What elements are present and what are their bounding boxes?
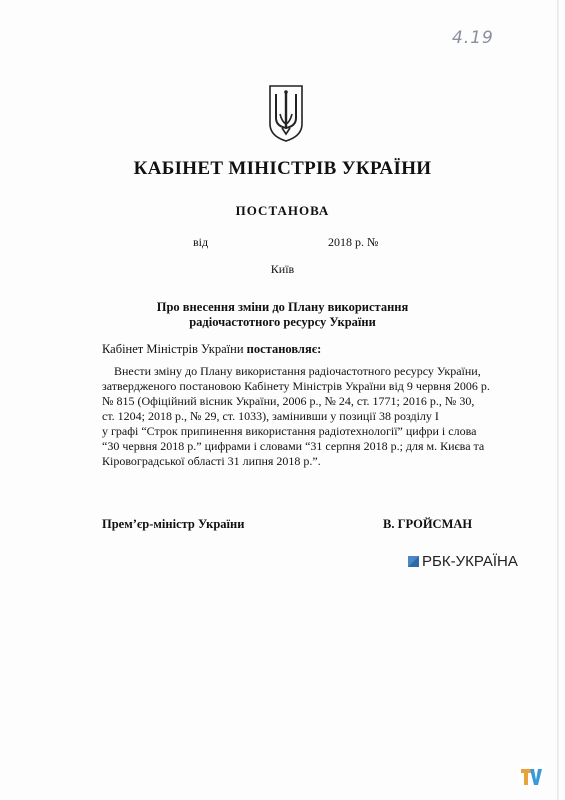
rbc-ukraine-watermark: [408, 552, 518, 570]
date-from-label: від: [193, 235, 209, 249]
rbc-logo-square-icon: [408, 556, 419, 567]
signatory-title: Прем’єр-міністр України: [102, 517, 245, 531]
handwritten-page-number: 4.19: [452, 28, 494, 48]
resolution-body: [102, 364, 490, 469]
city: Київ: [270, 262, 295, 276]
rbc-logo-text: РБК-УКРАЇНА: [422, 552, 518, 570]
document-type: ПОСТАНОВА: [235, 203, 330, 218]
preamble-text: Кабінет Міністрів України: [102, 342, 247, 356]
heading-line: радіочастотного ресурсу України: [189, 315, 376, 329]
page-edge: [557, 0, 559, 800]
body-line: у графі “Строк припинення використання радіотехнології” цифри і слова: [102, 424, 477, 438]
body-line: “30 червня 2018 р.” цифрами і словами “31 серпня 2018 р.; для м. Києва та: [102, 439, 485, 453]
tv-channel-badge-icon: [519, 764, 543, 788]
resolution-heading: [0, 300, 565, 330]
document-title: КАБІНЕТ МІНІСТРІВ УКРАЇНИ: [133, 158, 432, 179]
trident-emblem-icon: [268, 84, 304, 142]
body-line: затвердженого постановою Кабінету Міністрів України від 9 червня 2006 р.: [102, 379, 490, 393]
body-line: ст. 1204; 2018 р., № 29, ст. 1033), замінивши у позиції 38 розділу І: [102, 409, 439, 423]
preamble: [102, 342, 321, 357]
body-line: Внести зміну до Плану використання радіочастотного ресурсу України,: [114, 364, 481, 378]
date-year-number: 2018 р. №: [328, 235, 379, 249]
body-line: № 815 (Офіційний вісник України, 2006 р., № 24, ст. 1771; 2016 р., № 30,: [102, 394, 475, 408]
heading-line: Про внесення зміни до Плану використання: [156, 300, 409, 314]
preamble-bold: постановляє:: [246, 342, 322, 356]
signatory-name: В. ГРОЙСМАН: [383, 517, 473, 531]
body-line: Кіровоградської області 31 липня 2018 р.”.: [102, 454, 321, 468]
